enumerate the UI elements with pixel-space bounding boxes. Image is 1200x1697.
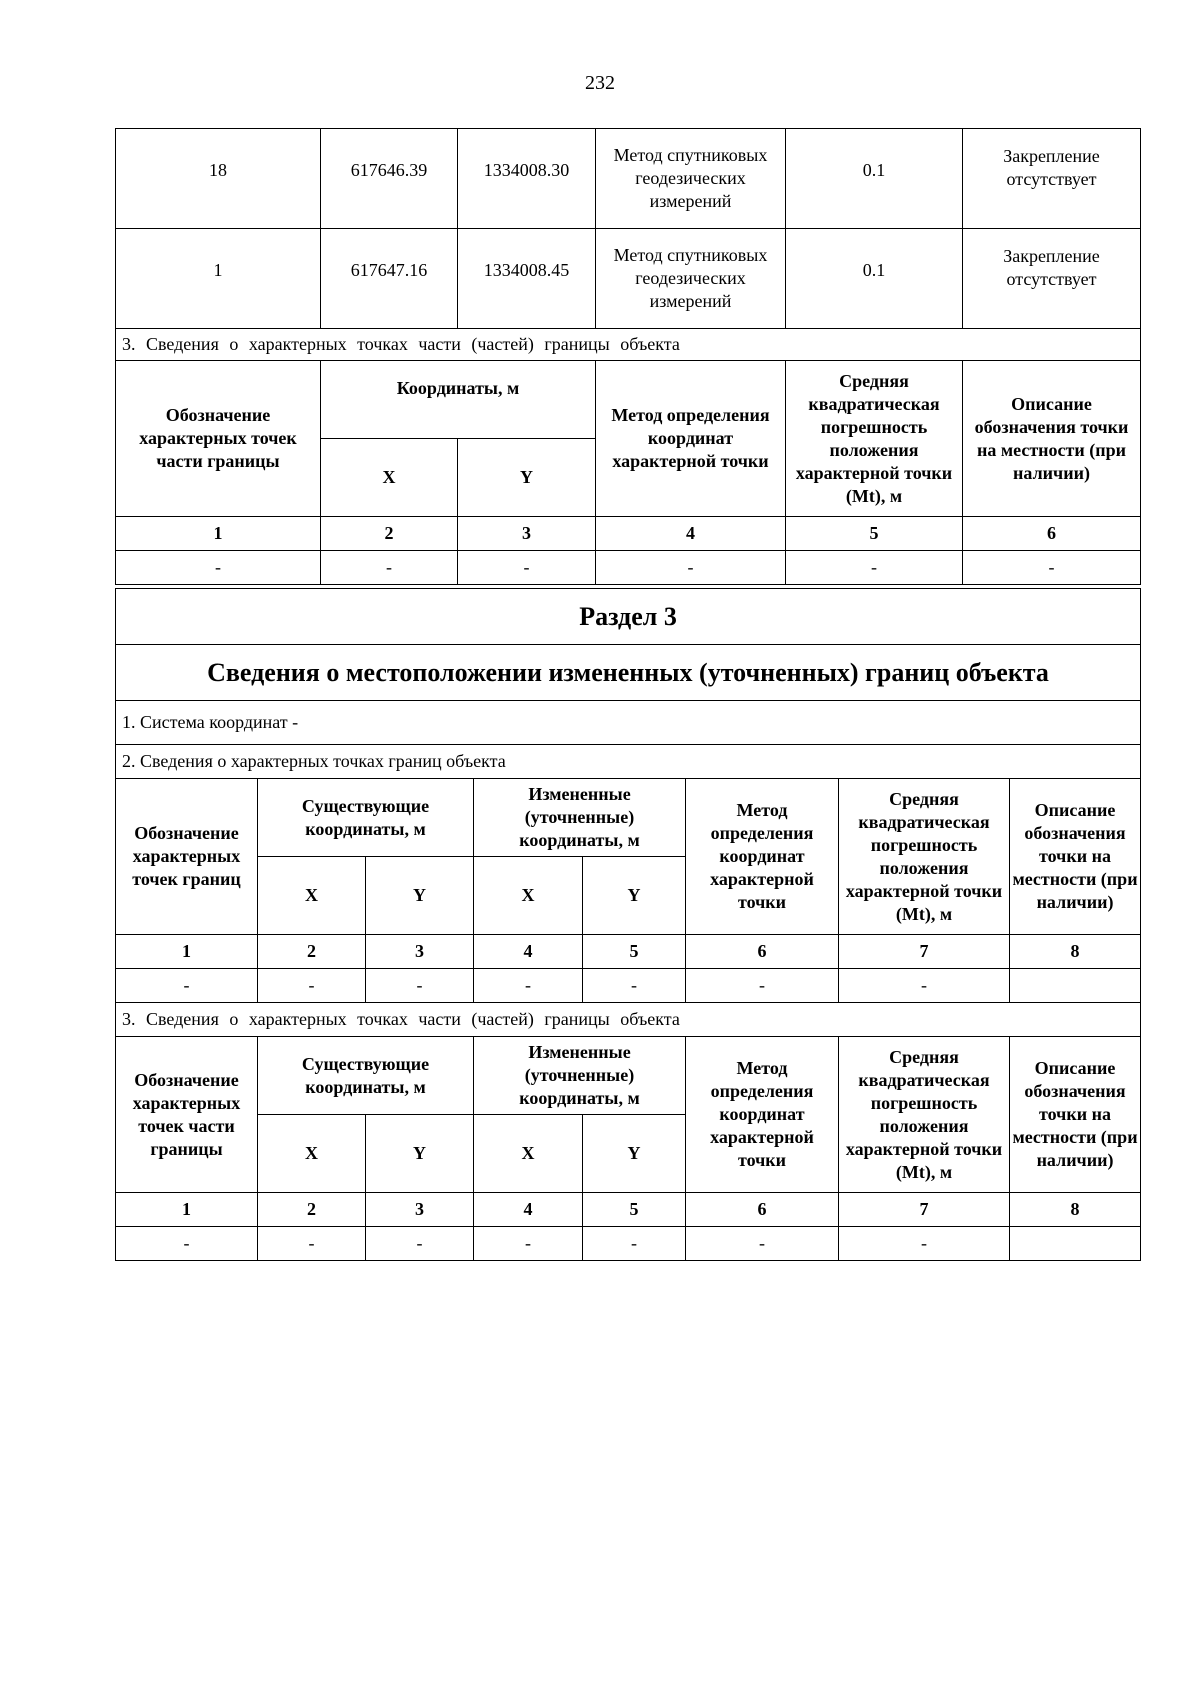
table-row [116, 551, 1141, 585]
col-number: 8 [1010, 1193, 1141, 1227]
points-title: 2. Сведения о характерных точках границ объекта [116, 745, 1141, 779]
col-number: 2 [321, 517, 458, 551]
table-row [116, 229, 1141, 329]
empty-cell: - [366, 1227, 474, 1261]
desc-header: Описание обозначения точки на местности (при наличии) [1010, 1037, 1141, 1193]
col-number: 2 [258, 935, 366, 969]
mt-header: Средняя квадратическая погрешность положения характерной точки (Mt), м [839, 779, 1010, 935]
col-number: 5 [786, 517, 963, 551]
y-header: Y [583, 1115, 686, 1193]
page-number: 232 [585, 72, 615, 94]
col-number: 4 [474, 935, 583, 969]
col-number: 6 [686, 1193, 839, 1227]
table-row [116, 1227, 1141, 1261]
empty-cell: - [596, 551, 786, 585]
empty-cell: - [583, 1227, 686, 1261]
desc-header: Описание обозначения точки на местности (при наличии) [1010, 779, 1141, 935]
col-number: 2 [258, 1193, 366, 1227]
desc-header: Описание обозначения точки на местности (при наличии) [963, 361, 1141, 517]
empty-cell: - [474, 1227, 583, 1261]
col-number: 7 [839, 935, 1010, 969]
empty-cell: - [583, 969, 686, 1003]
empty-cell: - [321, 551, 458, 585]
desc-cell: Закрепление отсутствует [963, 229, 1141, 329]
x-header: X [474, 1115, 583, 1193]
col-number: 6 [963, 517, 1141, 551]
mt-cell: 0.1 [786, 129, 963, 229]
col-number: 5 [583, 1193, 686, 1227]
col-number: 3 [458, 517, 596, 551]
y-header: Y [366, 1115, 474, 1193]
col-number: 3 [366, 935, 474, 969]
existing-coords-header: Существующие координаты, м [258, 779, 474, 857]
table-row [116, 129, 1141, 229]
empty-cell: - [258, 1227, 366, 1261]
x-header: X [258, 1115, 366, 1193]
col-number: 4 [474, 1193, 583, 1227]
empty-cell: - [839, 969, 1010, 1003]
mt-header: Средняя квадратическая погрешность положения характерной точки (Mt), м [786, 361, 963, 517]
empty-cell: - [116, 969, 258, 1003]
designation-part-header: Обозначение характерных точек части границы [116, 1037, 258, 1193]
empty-cell: - [116, 1227, 258, 1261]
existing-coords-header: Существующие координаты, м [258, 1037, 474, 1115]
empty-cell: - [458, 551, 596, 585]
mt-cell: 0.1 [786, 229, 963, 329]
empty-cell: - [963, 551, 1141, 585]
part-points-title: 3. Сведения о характерных точках части (частей) границы объекта [116, 1003, 1141, 1037]
desc-cell: Закрепление отсутствует [963, 129, 1141, 229]
designation-header: Обозначение характерных точек части границы [116, 361, 321, 517]
designation-header: Обозначение характерных точек границ [116, 779, 258, 935]
col-number: 4 [596, 517, 786, 551]
col-number: 1 [116, 1193, 258, 1227]
x-header: X [474, 857, 583, 935]
x-header: X [321, 439, 458, 517]
point-id: 1 [116, 229, 321, 329]
method-cell: Метод спутниковых геодезических измерений [596, 229, 786, 329]
method-header: Метод определения координат характерной точки [686, 1037, 839, 1193]
method-header: Метод определения координат характерной точки [596, 361, 786, 517]
column-numbers-row [116, 1193, 1141, 1227]
empty-cell: - [474, 969, 583, 1003]
empty-cell: - [786, 551, 963, 585]
col-number: 1 [116, 517, 321, 551]
col-number: 3 [366, 1193, 474, 1227]
coords-header: Координаты, м [321, 361, 596, 439]
changed-coords-header: Измененные (уточненные) координаты, м [474, 779, 686, 857]
part-points-title: 3. Сведения о характерных точках части (частей) границы объекта [116, 329, 1141, 361]
col-number: 7 [839, 1193, 1010, 1227]
coordinate-system: 1. Система координат - [116, 701, 1141, 745]
section3-table [115, 588, 1141, 1261]
coord-y: 1334008.30 [458, 129, 596, 229]
y-header: Y [458, 439, 596, 517]
col-number: 5 [583, 935, 686, 969]
y-header: Y [366, 857, 474, 935]
empty-cell [1010, 969, 1141, 1003]
col-number: 6 [686, 935, 839, 969]
method-cell: Метод спутниковых геодезических измерений [596, 129, 786, 229]
column-numbers-row [116, 935, 1141, 969]
empty-cell: - [686, 1227, 839, 1261]
empty-cell [1010, 1227, 1141, 1261]
coord-y: 1334008.45 [458, 229, 596, 329]
changed-coords-header: Измененные (уточненные) координаты, м [474, 1037, 686, 1115]
empty-cell: - [839, 1227, 1010, 1261]
point-id: 18 [116, 129, 321, 229]
section-heading: Раздел 3 [116, 589, 1141, 645]
empty-cell: - [116, 551, 321, 585]
empty-cell: - [258, 969, 366, 1003]
col-number: 1 [116, 935, 258, 969]
col-number: 8 [1010, 935, 1141, 969]
y-header: Y [583, 857, 686, 935]
mt-header: Средняя квадратическая погрешность положения характерной точки (Mt), м [839, 1037, 1010, 1193]
column-numbers-row [116, 517, 1141, 551]
method-header: Метод определения координат характерной точки [686, 779, 839, 935]
top-coordinates-table [115, 128, 1141, 585]
table-row [116, 969, 1141, 1003]
x-header: X [258, 857, 366, 935]
coord-x: 617646.39 [321, 129, 458, 229]
empty-cell: - [686, 969, 839, 1003]
coord-x: 617647.16 [321, 229, 458, 329]
empty-cell: - [366, 969, 474, 1003]
section-title: Сведения о местоположении измененных (уточненных) границ объекта [116, 645, 1141, 701]
